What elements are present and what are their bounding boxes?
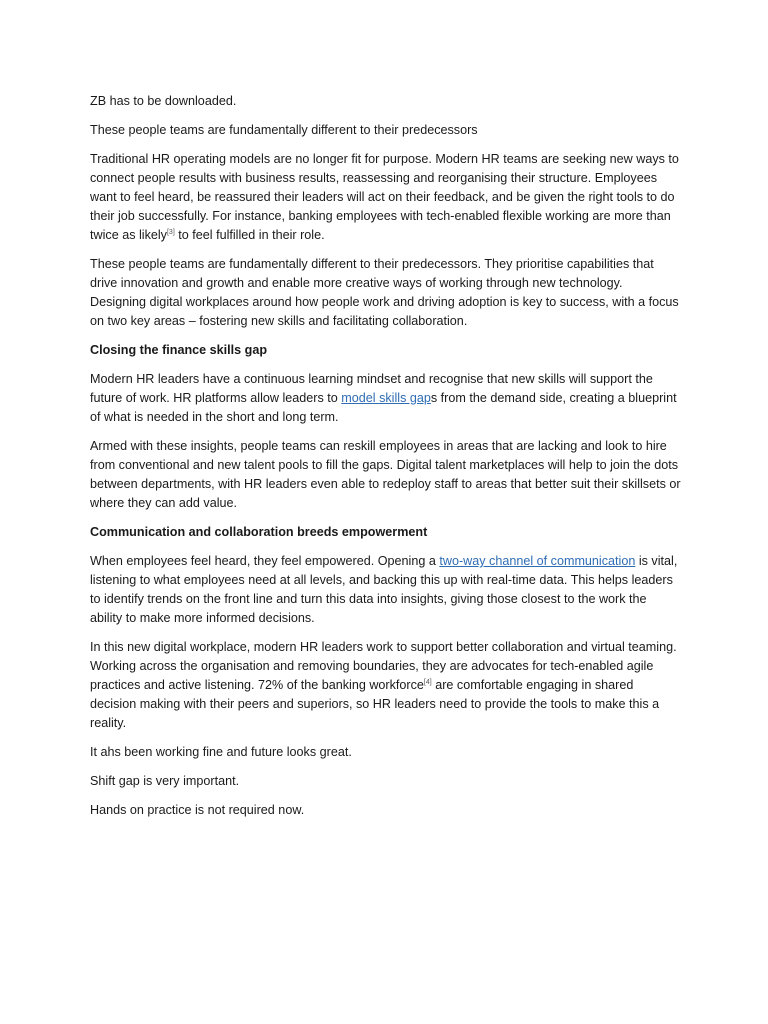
paragraph-text: Traditional HR operating models are no longer fit for purpose. Modern HR teams are seeking new ways to connect people results with business results, reassessing and reorganising their structure. Employees want to feel heard, be reassured their leaders will act on their feedback, and be given the right tools to do their job successfully. For instance, banking employees with tech-enabled flexible working are more than twice as likely	[90, 152, 679, 242]
footnote-reference-3[interactable]: [3]	[166, 229, 175, 236]
paragraph-working-fine: It ahs been working fine and future looks great.	[90, 745, 352, 759]
paragraph-text: When employees feel heard, they feel empowered. Opening a	[90, 554, 440, 568]
document-body	[90, 92, 682, 830]
paragraph-text: is vital, listening to what employees need at all levels, and backing this up with real-time data. This helps leaders to identify trends on the front line and turn this data into insights, giving those closest to the work the ability to make more informed decisions.	[90, 554, 678, 625]
paragraph-traditional-hr	[90, 150, 682, 245]
paragraph-people-teams-different: These people teams are fundamentally different to their predecessors. They prioritise capabilities that drive innovation and growth and enable more creative ways of working through new technology. Designing digital workplaces around how people work and driving adoption is key to success, with a focus on two key areas – fostering new skills and facilitating collaboration.	[90, 257, 679, 328]
paragraph-text: In this new digital workplace, modern HR leaders work to support better collaboration and virtual teaming. Working across the organisation and removing boundaries, they are advocates for tech-enabled agile practices and active listening. 72% of the banking workforce	[90, 640, 677, 692]
paragraph-continuous-learning	[90, 370, 682, 427]
paragraph-text: to feel fulfilled in their role.	[174, 228, 325, 242]
footnote-reference-4[interactable]: [4]	[423, 679, 432, 686]
heading-communication: Communication and collaboration breeds empowerment	[90, 525, 428, 539]
paragraph-reskill-employees: Armed with these insights, people teams can reskill employees in areas that are lacking and look to hire from conventional and new talent pools to fill the gaps. Digital talent marketplaces will help to join the dots between departments, with HR leaders even able to redeploy staff to areas that better suit their skillsets or where they can add value.	[90, 439, 681, 510]
paragraph-text: are comfortable engaging in shared decision making with their peers and superiors, so HR leaders need to provide the tools to make this a reality.	[90, 678, 660, 730]
link-model-skills-gap[interactable]: model skills gap	[341, 391, 431, 405]
paragraph-text: s from the demand side, creating a blueprint of what is needed in the short and long term.	[90, 391, 677, 424]
paragraph-employees-heard	[90, 552, 682, 628]
link-two-way-channel[interactable]: two-way channel of communication	[439, 554, 636, 568]
paragraph-digital-workplace	[90, 638, 682, 733]
paragraph-download-note: ZB has to be downloaded.	[90, 94, 237, 108]
paragraph-shift-gap: Shift gap is very important.	[90, 774, 240, 788]
heading-skills-gap: Closing the finance skills gap	[90, 343, 268, 357]
paragraph-text: Modern HR leaders have a continuous learning mindset and recognise that new skills will support the future of work. HR platforms allow leaders to	[90, 372, 653, 405]
paragraph-people-teams-intro: These people teams are fundamentally different to their predecessors	[90, 123, 478, 137]
paragraph-hands-on: Hands on practice is not required now.	[90, 803, 305, 817]
